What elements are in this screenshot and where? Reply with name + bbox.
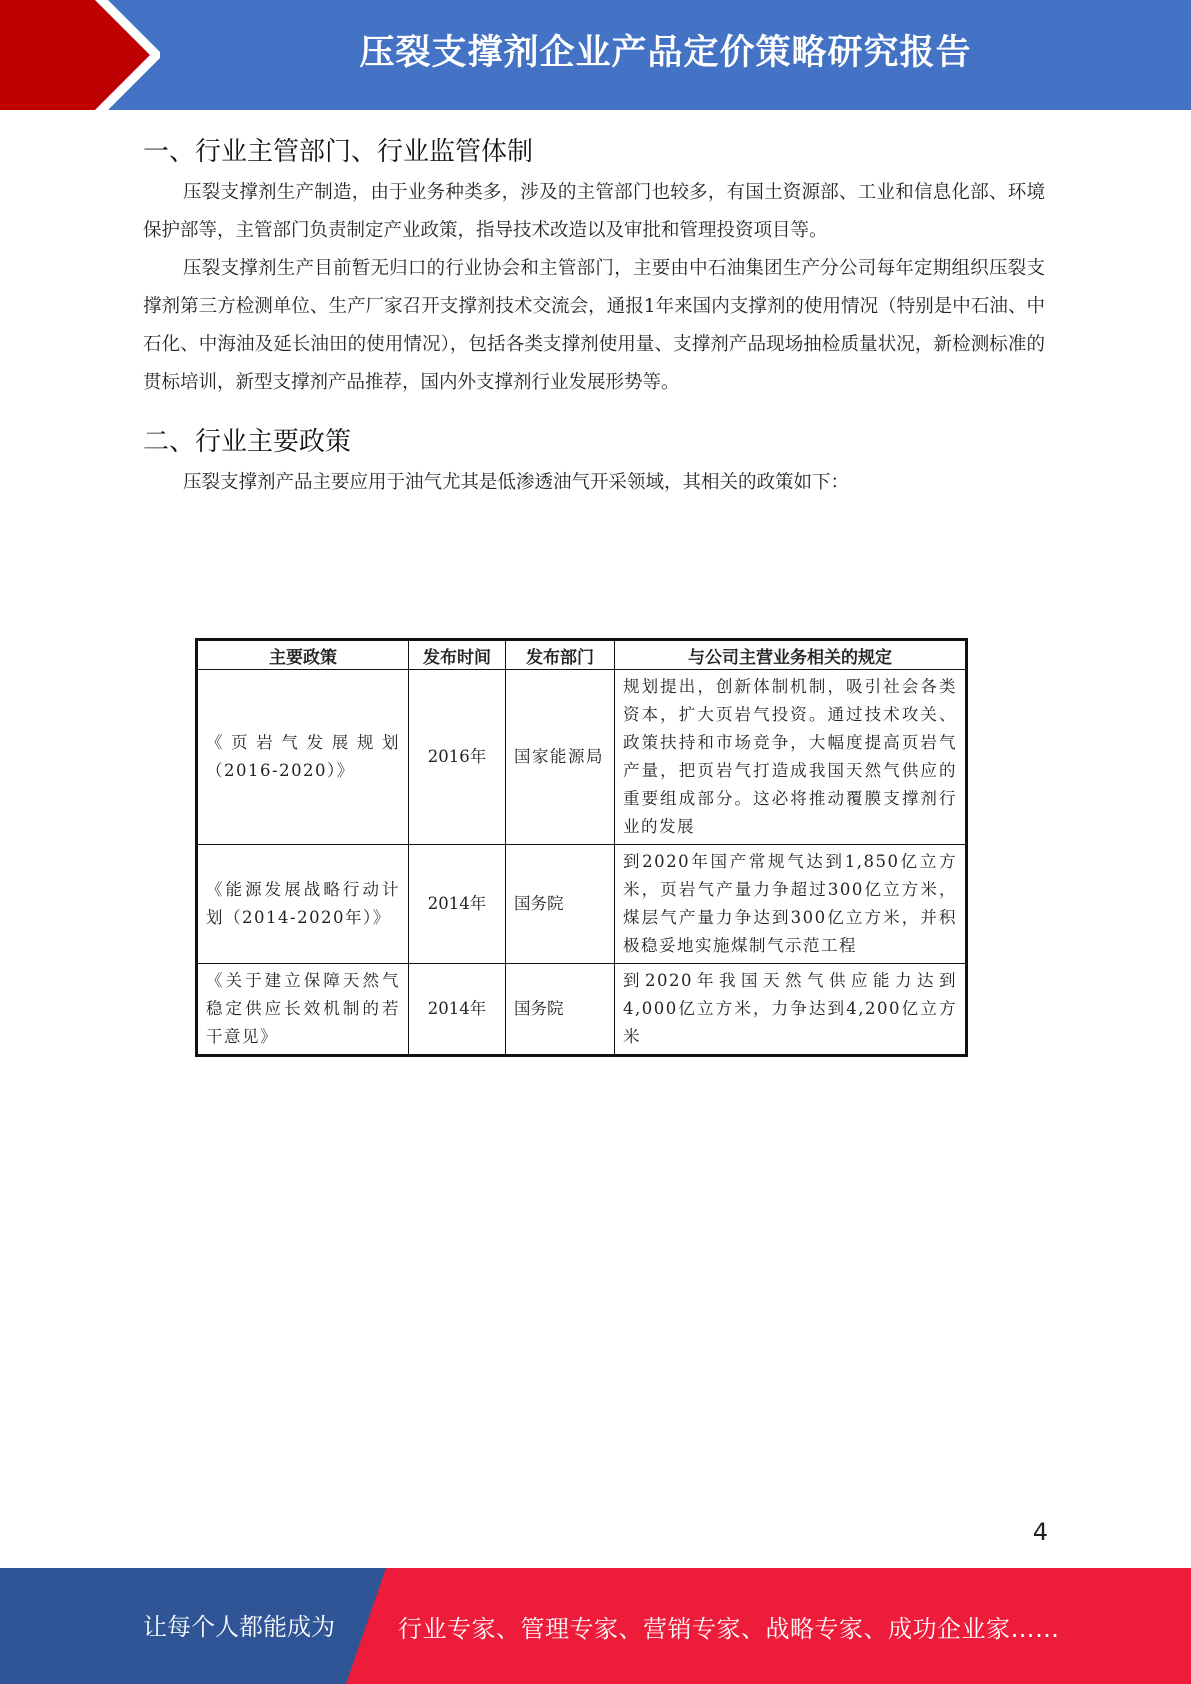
section2-heading: 二、行业主要政策 bbox=[143, 427, 352, 457]
footer-slogan-right: 行业专家、管理专家、营销专家、战略专家、成功企业家…… bbox=[398, 1615, 1060, 1643]
report-title: 压裂支撑剂企业产品定价策略研究报告 bbox=[359, 33, 972, 73]
section2-intro: 压裂支撑剂产品主要应用于油气尤其是低渗透油气开采领域，其相关的政策如下： bbox=[183, 472, 850, 493]
publish-dept-cell: 国务院 bbox=[506, 845, 615, 964]
footer-bar bbox=[0, 1568, 1191, 1684]
page-number: 4 bbox=[1032, 1518, 1048, 1546]
header-bar bbox=[0, 0, 1191, 110]
publish-date-cell: 2016年 bbox=[409, 670, 506, 845]
regulation-cell: 规划提出，创新体制机制，吸引社会各类资本，扩大页岩气投资。通过技术攻关、政策扶持和市场竞争，大幅度提高页岩气产量，把页岩气打造成我国天然气供应的重要组成部分。这必将推动覆膜支撑剂行业的发展 bbox=[615, 670, 967, 845]
header-chevron-decoration bbox=[0, 0, 160, 110]
section1-heading: 一、行业主管部门、行业监管体制 bbox=[143, 137, 534, 167]
publish-dept-cell: 国家能源局 bbox=[506, 670, 615, 845]
table-header-cell: 发布部门 bbox=[506, 640, 615, 670]
table-row bbox=[197, 670, 967, 845]
table-header-cell: 与公司主营业务相关的规定 bbox=[615, 640, 967, 670]
policy-name-cell: 《页岩气发展规划（2016-2020）》 bbox=[197, 670, 409, 845]
publish-date-cell: 2014年 bbox=[409, 964, 506, 1056]
chevron-red-shape bbox=[0, 0, 150, 110]
policy-table bbox=[195, 638, 968, 1057]
main-content bbox=[143, 128, 1045, 502]
publish-dept-cell: 国务院 bbox=[506, 964, 615, 1056]
regulation-cell: 到2020年我国天然气供应能力达到4,000亿立方米，力争达到4,200亿立方米 bbox=[615, 964, 967, 1056]
footer-slogan-left: 让每个人都能成为 bbox=[143, 1613, 335, 1641]
table-header-cell: 主要政策 bbox=[197, 640, 409, 670]
policy-name-cell: 《关于建立保障天然气稳定供应长效机制的若干意见》 bbox=[197, 964, 409, 1056]
publish-date-cell: 2014年 bbox=[409, 845, 506, 964]
table-header-row bbox=[197, 640, 967, 670]
policy-name-cell: 《能源发展战略行动计划（2014-2020年）》 bbox=[197, 845, 409, 964]
regulation-cell: 到2020年国产常规气达到1,850亿立方米，页岩气产量力争超过300亿立方米，煤层气产量力争达到300亿立方米，并积极稳妥地实施煤制气示范工程 bbox=[615, 845, 967, 964]
table-row bbox=[197, 845, 967, 964]
section1-paragraph-2: 压裂支撑剂生产目前暂无归口的行业协会和主管部门，主要由中石油集团生产分公司每年定期组织压裂支撑剂第三方检测单位、生产厂家召开支撑剂技术交流会，通报1年来国内支撑剂的使用情况（特别是中石油、中石化、中海油及延长油田的使用情况），包括各类支撑剂使用量、支撑剂产品现场抽检质量状况，新检测标准的贯标培训，新型支撑剂产品推荐，国内外支撑剂行业发展形势等。 bbox=[143, 258, 1045, 393]
table-header-cell: 发布时间 bbox=[409, 640, 506, 670]
table-row bbox=[197, 964, 967, 1056]
section1-paragraph-1: 压裂支撑剂生产制造，由于业务种类多，涉及的主管部门也较多，有国土资源部、工业和信息化部、环境保护部等，主管部门负责制定产业政策，指导技术改造以及审批和管理投资项目等。 bbox=[143, 182, 1045, 241]
